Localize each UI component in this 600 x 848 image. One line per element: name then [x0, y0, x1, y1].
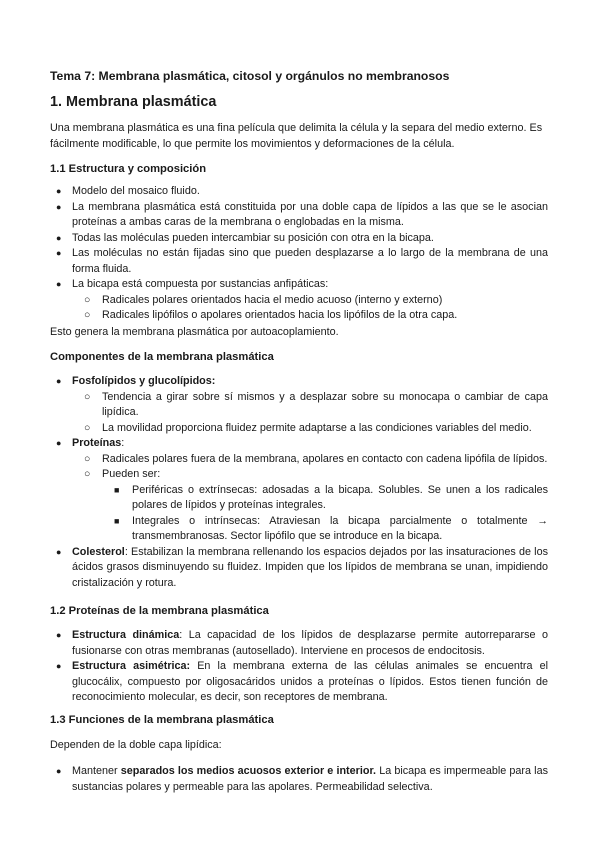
proteins-label: Proteínas — [72, 437, 122, 449]
list-item: ○ Radicales polares fuera de la membrana, apolares en contacto con cadena lipófila de lípidos. — [0, 452, 548, 468]
circle-bullet-icon: ○ — [84, 309, 91, 321]
bullet-icon: ● — [56, 546, 62, 557]
square-bullet-icon: ■ — [114, 484, 120, 495]
bullet-icon: ● — [56, 661, 62, 671]
bullet-icon: ● — [56, 438, 62, 448]
circle-bullet-icon: ○ — [84, 452, 91, 465]
bullet-icon: ● — [56, 376, 62, 386]
section-1-1-heading: 1.1 Estructura y composición — [50, 163, 207, 175]
components-list — [0, 374, 600, 591]
self-assembly-paragraph: Esto genera la membrana plasmática por autoacoplamiento. — [50, 326, 339, 338]
list-item: ● Todas las moléculas pueden intercambiar su posición con otra en la bicapa. — [0, 231, 548, 247]
bullet-icon: ● — [56, 248, 62, 258]
bullet-icon: ● — [56, 279, 62, 289]
circle-bullet-icon: ○ — [84, 390, 91, 403]
list-item: ● Las moléculas no están fijadas sino que pueden desplazarse a lo largo de la membrana de una forma fluida. — [56, 247, 548, 275]
list-item: ● Estructura dinámica: La capacidad de los lípidos de desplazarse permite autorrepararse o fusionarse con otras membranas (autosellado). Interviene en procesos de endocitosis. — [56, 629, 548, 657]
functions-intro: Dependen de la doble capa lipídica: — [50, 739, 222, 751]
bullet-icon: ● — [56, 766, 62, 776]
list-item: ● Modelo del mosaico fluido. — [0, 184, 548, 200]
proteins-list — [0, 628, 600, 706]
phospholipids-label: Fosfolípidos y glucolípidos: — [72, 375, 216, 387]
list-item: ● Proteínas: — [0, 436, 548, 452]
asymmetric-structure-label: Estructura asimétrica: — [72, 660, 191, 672]
list-item: ● La membrana plasmática está constituida por una doble capa de lípidos a las que se le asocian proteínas a ambas caras de la membrana o englobadas en la misma. — [56, 200, 548, 228]
list-item: ● Estructura asimétrica: En la membrana externa de las células animales se encuentra el glucocálix, compuesto por oligosacáridos unidos a proteínas o lípidos. Estos tienen función de reconocimiento molecular, es decir, son receptores de membrana. — [56, 660, 548, 703]
circle-bullet-icon: ○ — [84, 421, 91, 434]
section-1-3-heading: 1.3 Funciones de la membrana plasmática — [50, 714, 274, 726]
list-item: ● Mantener separados los medios acuosos exterior e interior. La bicapa es impermeable para las sustancias polares y permeable para las apolares. Permeabilidad selectiva. — [56, 765, 548, 793]
list-item: ○ Radicales polares orientados hacia el medio acuoso (interno y externo) — [0, 293, 548, 309]
list-item: ○ Radicales lipófilos o apolares orientados hacia los lipófilos de la otra capa. — [0, 308, 548, 324]
bullet-icon: ● — [56, 186, 62, 196]
structure-list — [0, 184, 600, 324]
separated-media-emphasis: separados los medios acuosos exterior e interior. — [120, 765, 377, 777]
list-item: ○ La movilidad proporciona fluidez permite adaptarse a las condiciones variables del medio. — [0, 421, 548, 437]
list-item: ○ Pueden ser: — [0, 467, 548, 483]
circle-bullet-icon: ○ — [84, 468, 91, 480]
list-item: ● Colesterol: Estabilizan la membrana rellenando los espacios dejados por las insaturaciones de los ácidos grasos disminuyendo su fluidez. Impiden que los lípidos de membrana se unan, impidiendo cristalización y rotura. — [56, 545, 548, 589]
components-heading: Componentes de la membrana plasmática — [50, 351, 274, 363]
circle-bullet-icon: ○ — [84, 293, 91, 306]
square-bullet-icon: ■ — [114, 515, 120, 526]
dynamic-structure-label: Estructura dinámica — [72, 629, 180, 641]
list-item — [0, 374, 548, 390]
list-item: ○ Tendencia a girar sobre sí mismos y a desplazar sobre su monocapa o cambiar de capa lipídica. — [84, 390, 548, 418]
bullet-icon: ● — [56, 201, 62, 212]
list-item: ■ Integrales o intrínsecas: Atraviesan la bicapa parcialmente o totalmente → transmembranosas. Sector lipófilo que se introduce en la bicapa. — [114, 514, 548, 542]
list-item: ■ Periféricas o extrínsecas: adosadas a la bicapa. Solubles. Se unen a los radicales polares de lípidos y proteínas integrales. — [114, 483, 548, 511]
bullet-icon: ● — [56, 232, 62, 243]
intro-paragraph: Una membrana plasmática es una fina película que delimita la célula y la separa del medio externo. Es fácilmente modificable, lo que permite los movimientos y deformaciones de la célula. — [50, 122, 543, 150]
bullet-icon: ● — [56, 630, 62, 640]
functions-list — [0, 764, 600, 795]
document-title: Tema 7: Membrana plasmática, citosol y orgánulos no membranosos — [50, 69, 450, 83]
section-1-heading: 1. Membrana plasmática — [50, 94, 217, 110]
section-1-2-heading: 1.2 Proteínas de la membrana plasmática — [50, 605, 269, 617]
list-item: ● La bicapa está compuesta por sustancias anfipáticas: — [0, 277, 548, 293]
cholesterol-label: Colesterol — [72, 545, 125, 558]
